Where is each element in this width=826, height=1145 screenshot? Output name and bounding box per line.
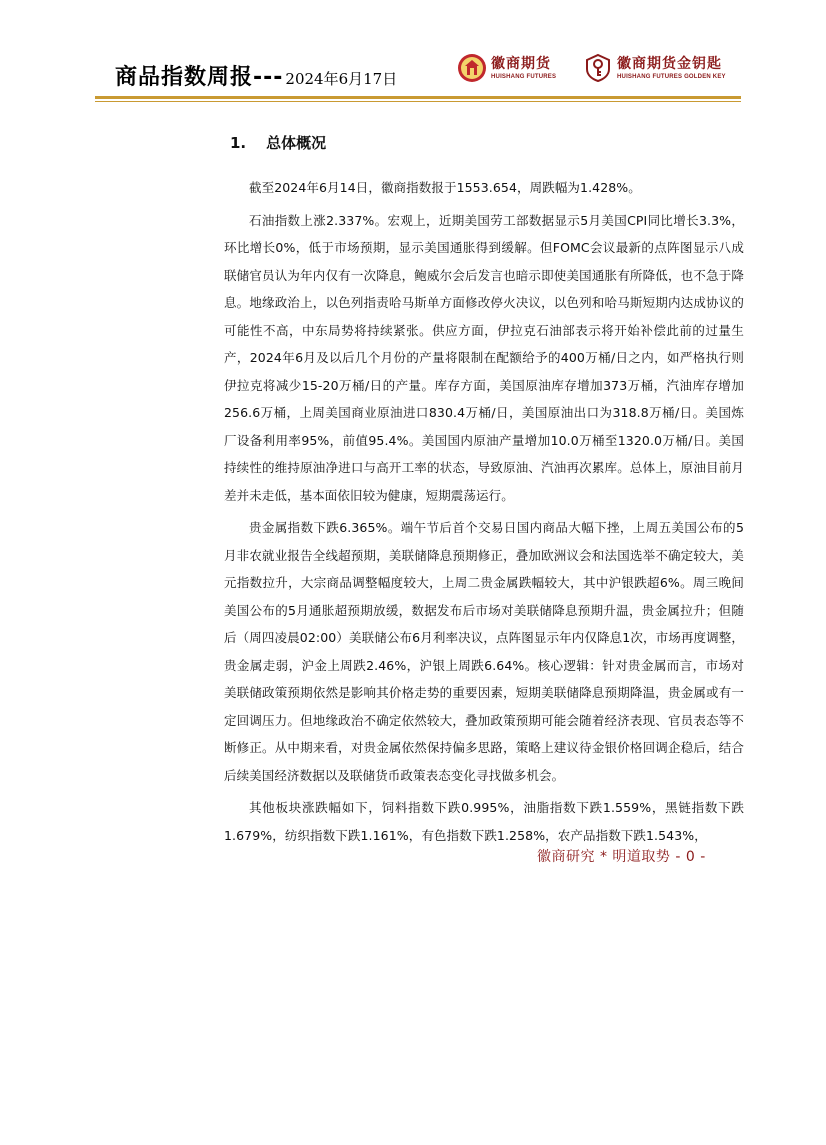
report-title-text: 商品指数周报--- bbox=[115, 65, 284, 90]
paragraph-oil: 石油指数上涨2.337%。宏观上，近期美国劳工部数据显示5月美国CPI同比增长3.3%，环比增长0%，低于市场预期，显示美国通胀得到缓解。但FOMC会议最新的点阵图显示八成联储官员认为年内仅有一次降息，鲍威尔会后发言也暗示即使美国通胀有所降低，也不急于降息。地缘政治上，以色列指责哈马斯单方面修改停火决议，以色列和哈马斯短期内达成协议的可能性不高，中东局势将持续紧张。供应方面，伊拉克石油部表示将开始补偿此前的过量生产，2024年6月及以后几个月份的产量将限制在配额给予的400万桶/日之内，如严格执行则伊拉克将减少15-20万桶/日的产量。库存方面，美国原油库存增加373万桶，汽油库存增加256.6万桶，上周美国商业原油进口830.4万桶/日，美国原油出口为318.8万桶/日。美国炼厂设备利用率95%，前值95.4%。美国国内原油产量增加10.0万桶至1320.0万桶/日。美国持续性的维持原油净进口与高开工率的状态，导致原油、汽油再次累库。总体上，原油目前月差并未走低，基本面依旧较为健康，短期震荡运行。 bbox=[224, 212, 744, 503]
logo2-english: HUISHANG FUTURES GOLDEN KEY bbox=[617, 73, 726, 80]
paragraph-other-sectors: 其他板块涨跌幅如下，饲料指数下跌0.995%，油脂指数下跌1.559%，黑链指数下跌1.679%，纺织指数下跌1.161%，有色指数下跌1.258%，农产品指数下跌1.543%， bbox=[224, 800, 744, 843]
huishang-emblem-icon bbox=[457, 53, 487, 83]
section-number: 1. bbox=[230, 134, 247, 152]
logo2-name: 徽商期货金钥匙 bbox=[617, 55, 722, 72]
header-divider bbox=[95, 96, 741, 99]
paragraph-precious-metals: 贵金属指数下跌6.365%。端午节后首个交易日国内商品大幅下挫，上周五美国公布的5月非农就业报告全线超预期，美联储降息预期修正，叠加欧洲议会和法国选举不确定较大，美元指数拉升，大宗商品调整幅度较大，上周二贵金属跌幅较大，其中沪银跌超6%。周三晚间美国公布的5月通胀超预期放缓，数据发布后市场对美联储降息预期升温，贵金属拉升；但随后（周四凌晨02:00）美联储公布6月利率决议，点阵图显示年内仅降息1次，市场再度调整，贵金属走弱，沪金上周跌2.46%，沪银上周跌6.64%。核心逻辑：针对贵金属而言，市场对美联储政策预期依然是影响其价格走势的重要因素，短期美联储降息预期降温，贵金属或有一定回调压力。但地缘政治不确定依然较大，叠加政策预期可能会随着经济表现、官员表态等不断修正。从中期来看，对贵金属依然保持偏多思路，策略上建议待金银价格回调企稳后，结合后续美国经济数据以及联储货币政策表态变化寻找做多机会。 bbox=[224, 520, 744, 783]
report-title bbox=[115, 60, 397, 91]
header-divider-thin bbox=[95, 101, 741, 102]
section-title: 总体概况 bbox=[266, 134, 327, 152]
golden-key-logo bbox=[583, 48, 726, 88]
page-header bbox=[95, 46, 741, 102]
paragraph-summary: 截至2024年6月14日，徽商指数报于1553.654，周跌幅为1.428%。 bbox=[249, 180, 641, 195]
report-body bbox=[224, 128, 744, 854]
section-heading bbox=[230, 132, 744, 154]
huishang-futures-logo bbox=[457, 48, 556, 88]
report-date: 2024年6月17日 bbox=[285, 70, 398, 88]
logo1-english: HUISHANG FUTURES bbox=[491, 73, 557, 80]
page-footer: 徽商研究 * 明道取势 - 0 - bbox=[537, 849, 706, 865]
golden-key-icon bbox=[583, 53, 613, 83]
logo1-name: 徽商期货 bbox=[491, 55, 551, 72]
